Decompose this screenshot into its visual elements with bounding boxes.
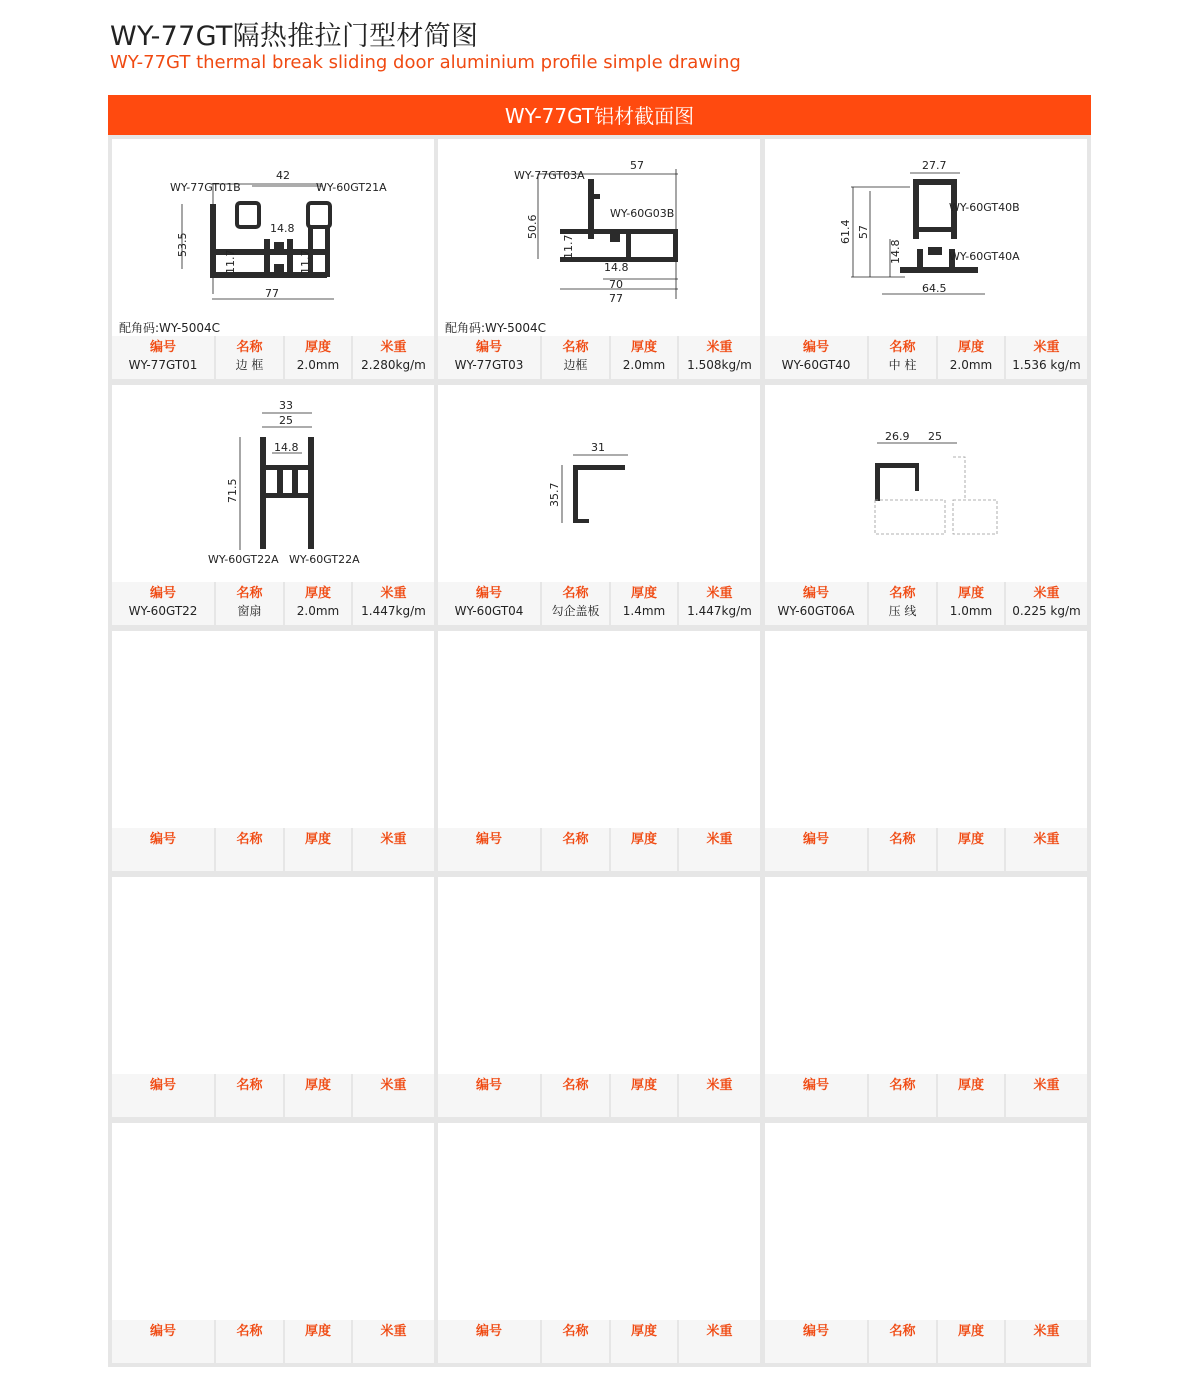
dim-label: 14.8 <box>274 441 299 454</box>
weight-label: 米重 <box>1033 586 1060 601</box>
name-label: 名称 <box>562 832 589 847</box>
dim-label: 50.6 <box>526 214 539 239</box>
weight-label: 米重 <box>706 586 733 601</box>
code-label: 编号 <box>149 586 176 601</box>
dim-label: 53.5 <box>176 232 189 257</box>
dim-label: WY-77GT01B <box>170 181 241 194</box>
name-value: 边框 <box>563 358 588 372</box>
weight-value: 1.536 kg/m <box>1012 358 1081 372</box>
thickness-label: 厚度 <box>957 586 984 601</box>
dim-label: 33 <box>279 399 293 412</box>
spec-row <box>112 582 434 625</box>
dim-label: 11.7 <box>562 234 575 259</box>
thickness-value: 2.0mm <box>949 358 993 372</box>
code-label: 编号 <box>475 1078 502 1093</box>
empty-card <box>112 1123 434 1363</box>
name-label: 名称 <box>562 1324 589 1339</box>
thickness-value: 1.0mm <box>949 604 993 618</box>
thickness-label: 厚度 <box>957 1078 984 1093</box>
thickness-label: 厚度 <box>630 1078 657 1093</box>
code-value: WY-60GT40 <box>781 358 851 372</box>
spec-row <box>765 336 1087 379</box>
dim-label: 14.8 <box>889 239 902 264</box>
profile-drawing <box>765 139 1087 324</box>
thickness-label: 厚度 <box>304 340 331 355</box>
profile-card <box>112 139 434 379</box>
code-value: WY-60GT22 <box>128 604 198 618</box>
spec-row <box>765 1320 1087 1363</box>
name-label: 名称 <box>889 832 916 847</box>
profile-card <box>765 139 1087 379</box>
code-label: 编号 <box>475 1324 502 1339</box>
dim-label: 14.8 <box>270 222 295 235</box>
thickness-label: 厚度 <box>630 340 657 355</box>
thickness-label: 厚度 <box>957 832 984 847</box>
profile-drawing <box>438 385 760 570</box>
weight-label: 米重 <box>380 1324 407 1339</box>
dim-label: WY-77GT03A <box>514 169 585 182</box>
page-title: WY-77GT隔热推拉门型材简图 <box>110 21 479 52</box>
thickness-value: 1.4mm <box>622 604 666 618</box>
code-label: 编号 <box>475 832 502 847</box>
weight-value: 1.508kg/m <box>687 358 752 372</box>
dim-label: 57 <box>630 159 644 172</box>
dim-label: 57 <box>857 225 870 239</box>
dim-label: WY-60GT22A <box>289 553 360 566</box>
weight-label: 米重 <box>380 1078 407 1093</box>
profile-card <box>765 385 1087 625</box>
spec-row <box>765 1074 1087 1117</box>
name-label: 名称 <box>562 586 589 601</box>
name-label: 名称 <box>236 1078 263 1093</box>
name-label: 名称 <box>889 340 916 355</box>
weight-label: 米重 <box>706 1078 733 1093</box>
thickness-value: 2.0mm <box>622 358 666 372</box>
thickness-label: 厚度 <box>630 1324 657 1339</box>
dim-label: 27.7 <box>922 159 947 172</box>
code-label: 编号 <box>149 1078 176 1093</box>
dim-label: 42 <box>276 169 290 182</box>
weight-label: 米重 <box>1033 832 1060 847</box>
spec-row <box>438 828 760 871</box>
dim-label: WY-60G03B <box>610 207 675 220</box>
dim-label: 70 <box>609 278 623 291</box>
section-banner: WY-77GT铝材截面图 <box>108 95 1091 135</box>
thickness-label: 厚度 <box>957 1324 984 1339</box>
code-value: WY-77GT01 <box>128 358 198 372</box>
spec-row <box>112 336 434 379</box>
empty-card <box>765 1123 1087 1363</box>
corner-code-note: 配角码:WY-5004C <box>445 321 547 335</box>
empty-card <box>765 877 1087 1117</box>
weight-value: 1.447kg/m <box>361 604 426 618</box>
spec-row <box>112 1074 434 1117</box>
dim-label: 77 <box>609 292 623 305</box>
thickness-label: 厚度 <box>304 832 331 847</box>
dim-label: 25 <box>279 414 293 427</box>
thickness-label: 厚度 <box>630 832 657 847</box>
empty-card <box>438 877 760 1117</box>
code-value: WY-60GT04 <box>454 604 524 618</box>
weight-label: 米重 <box>380 832 407 847</box>
code-label: 编号 <box>802 832 829 847</box>
code-label: 编号 <box>802 586 829 601</box>
dim-label: WY-60GT22A <box>208 553 279 566</box>
profile-grid <box>108 135 1091 1367</box>
code-label: 编号 <box>475 340 502 355</box>
thickness-value: 2.0mm <box>296 358 340 372</box>
thickness-label: 厚度 <box>957 340 984 355</box>
dim-label: 61.4 <box>839 219 852 244</box>
dim-label: WY-60GT40A <box>949 250 1020 263</box>
dim-label: 64.5 <box>922 282 947 295</box>
weight-label: 米重 <box>1033 1324 1060 1339</box>
dim-label: WY-60GT40B <box>949 201 1020 214</box>
name-label: 名称 <box>236 340 263 355</box>
spec-row <box>112 1320 434 1363</box>
name-label: 名称 <box>236 1324 263 1339</box>
weight-label: 米重 <box>380 340 407 355</box>
spec-row <box>112 828 434 871</box>
dim-label: 14.8 <box>604 261 629 274</box>
profile-drawing <box>765 385 1087 570</box>
name-value: 中 柱 <box>888 358 917 372</box>
spec-row <box>438 582 760 625</box>
spec-row <box>765 828 1087 871</box>
code-label: 编号 <box>802 1078 829 1093</box>
thickness-value: 2.0mm <box>296 604 340 618</box>
profile-card <box>438 139 760 379</box>
corner-code-note: 配角码:WY-5004C <box>119 321 221 335</box>
profile-drawing <box>438 139 760 324</box>
code-label: 编号 <box>149 832 176 847</box>
code-label: 编号 <box>475 586 502 601</box>
weight-value: 0.225 kg/m <box>1012 604 1081 618</box>
weight-label: 米重 <box>706 1324 733 1339</box>
thickness-label: 厚度 <box>304 586 331 601</box>
thickness-label: 厚度 <box>304 1324 331 1339</box>
dim-label: 71.5 <box>226 478 239 503</box>
dim-label: 26.9 <box>885 430 910 443</box>
weight-label: 米重 <box>706 340 733 355</box>
name-label: 名称 <box>236 832 263 847</box>
spec-row <box>438 1320 760 1363</box>
weight-value: 2.280kg/m <box>361 358 426 372</box>
empty-card <box>112 877 434 1117</box>
dim-label: 25 <box>928 430 942 443</box>
profile-card <box>112 385 434 625</box>
thickness-label: 厚度 <box>304 1078 331 1093</box>
weight-value: 1.447kg/m <box>687 604 752 618</box>
weight-label: 米重 <box>1033 1078 1060 1093</box>
profile-card <box>438 385 760 625</box>
code-label: 编号 <box>149 340 176 355</box>
empty-card <box>438 631 760 871</box>
name-value: 窗扇 <box>237 604 262 618</box>
dim-label: WY-60GT21A <box>316 181 387 194</box>
dim-label: 77 <box>265 287 279 300</box>
code-value: WY-60GT06A <box>777 604 855 618</box>
dim-label: 31 <box>591 441 605 454</box>
name-label: 名称 <box>889 1324 916 1339</box>
weight-label: 米重 <box>1033 340 1060 355</box>
weight-label: 米重 <box>380 586 407 601</box>
dim-label: 11.7 <box>224 249 237 274</box>
weight-label: 米重 <box>706 832 733 847</box>
empty-card <box>438 1123 760 1363</box>
profile-drawing <box>112 385 434 570</box>
empty-card <box>765 631 1087 871</box>
name-label: 名称 <box>236 586 263 601</box>
dim-label: 35.7 <box>548 482 561 507</box>
dim-label: 11.7 <box>299 249 312 274</box>
code-value: WY-77GT03 <box>454 358 524 372</box>
name-value: 压 线 <box>888 604 917 618</box>
empty-card <box>112 631 434 871</box>
name-label: 名称 <box>562 1078 589 1093</box>
name-value: 勾企盖板 <box>551 604 600 618</box>
spec-row <box>438 336 760 379</box>
code-label: 编号 <box>149 1324 176 1339</box>
thickness-label: 厚度 <box>630 586 657 601</box>
name-value: 边 框 <box>235 358 264 372</box>
spec-row <box>438 1074 760 1117</box>
profile-drawing <box>112 139 434 324</box>
name-label: 名称 <box>562 340 589 355</box>
code-label: 编号 <box>802 1324 829 1339</box>
name-label: 名称 <box>889 1078 916 1093</box>
page-subtitle: WY-77GT thermal break sliding door aluminium profile simple drawing <box>110 52 741 73</box>
spec-row <box>765 582 1087 625</box>
code-label: 编号 <box>802 340 829 355</box>
name-label: 名称 <box>889 586 916 601</box>
